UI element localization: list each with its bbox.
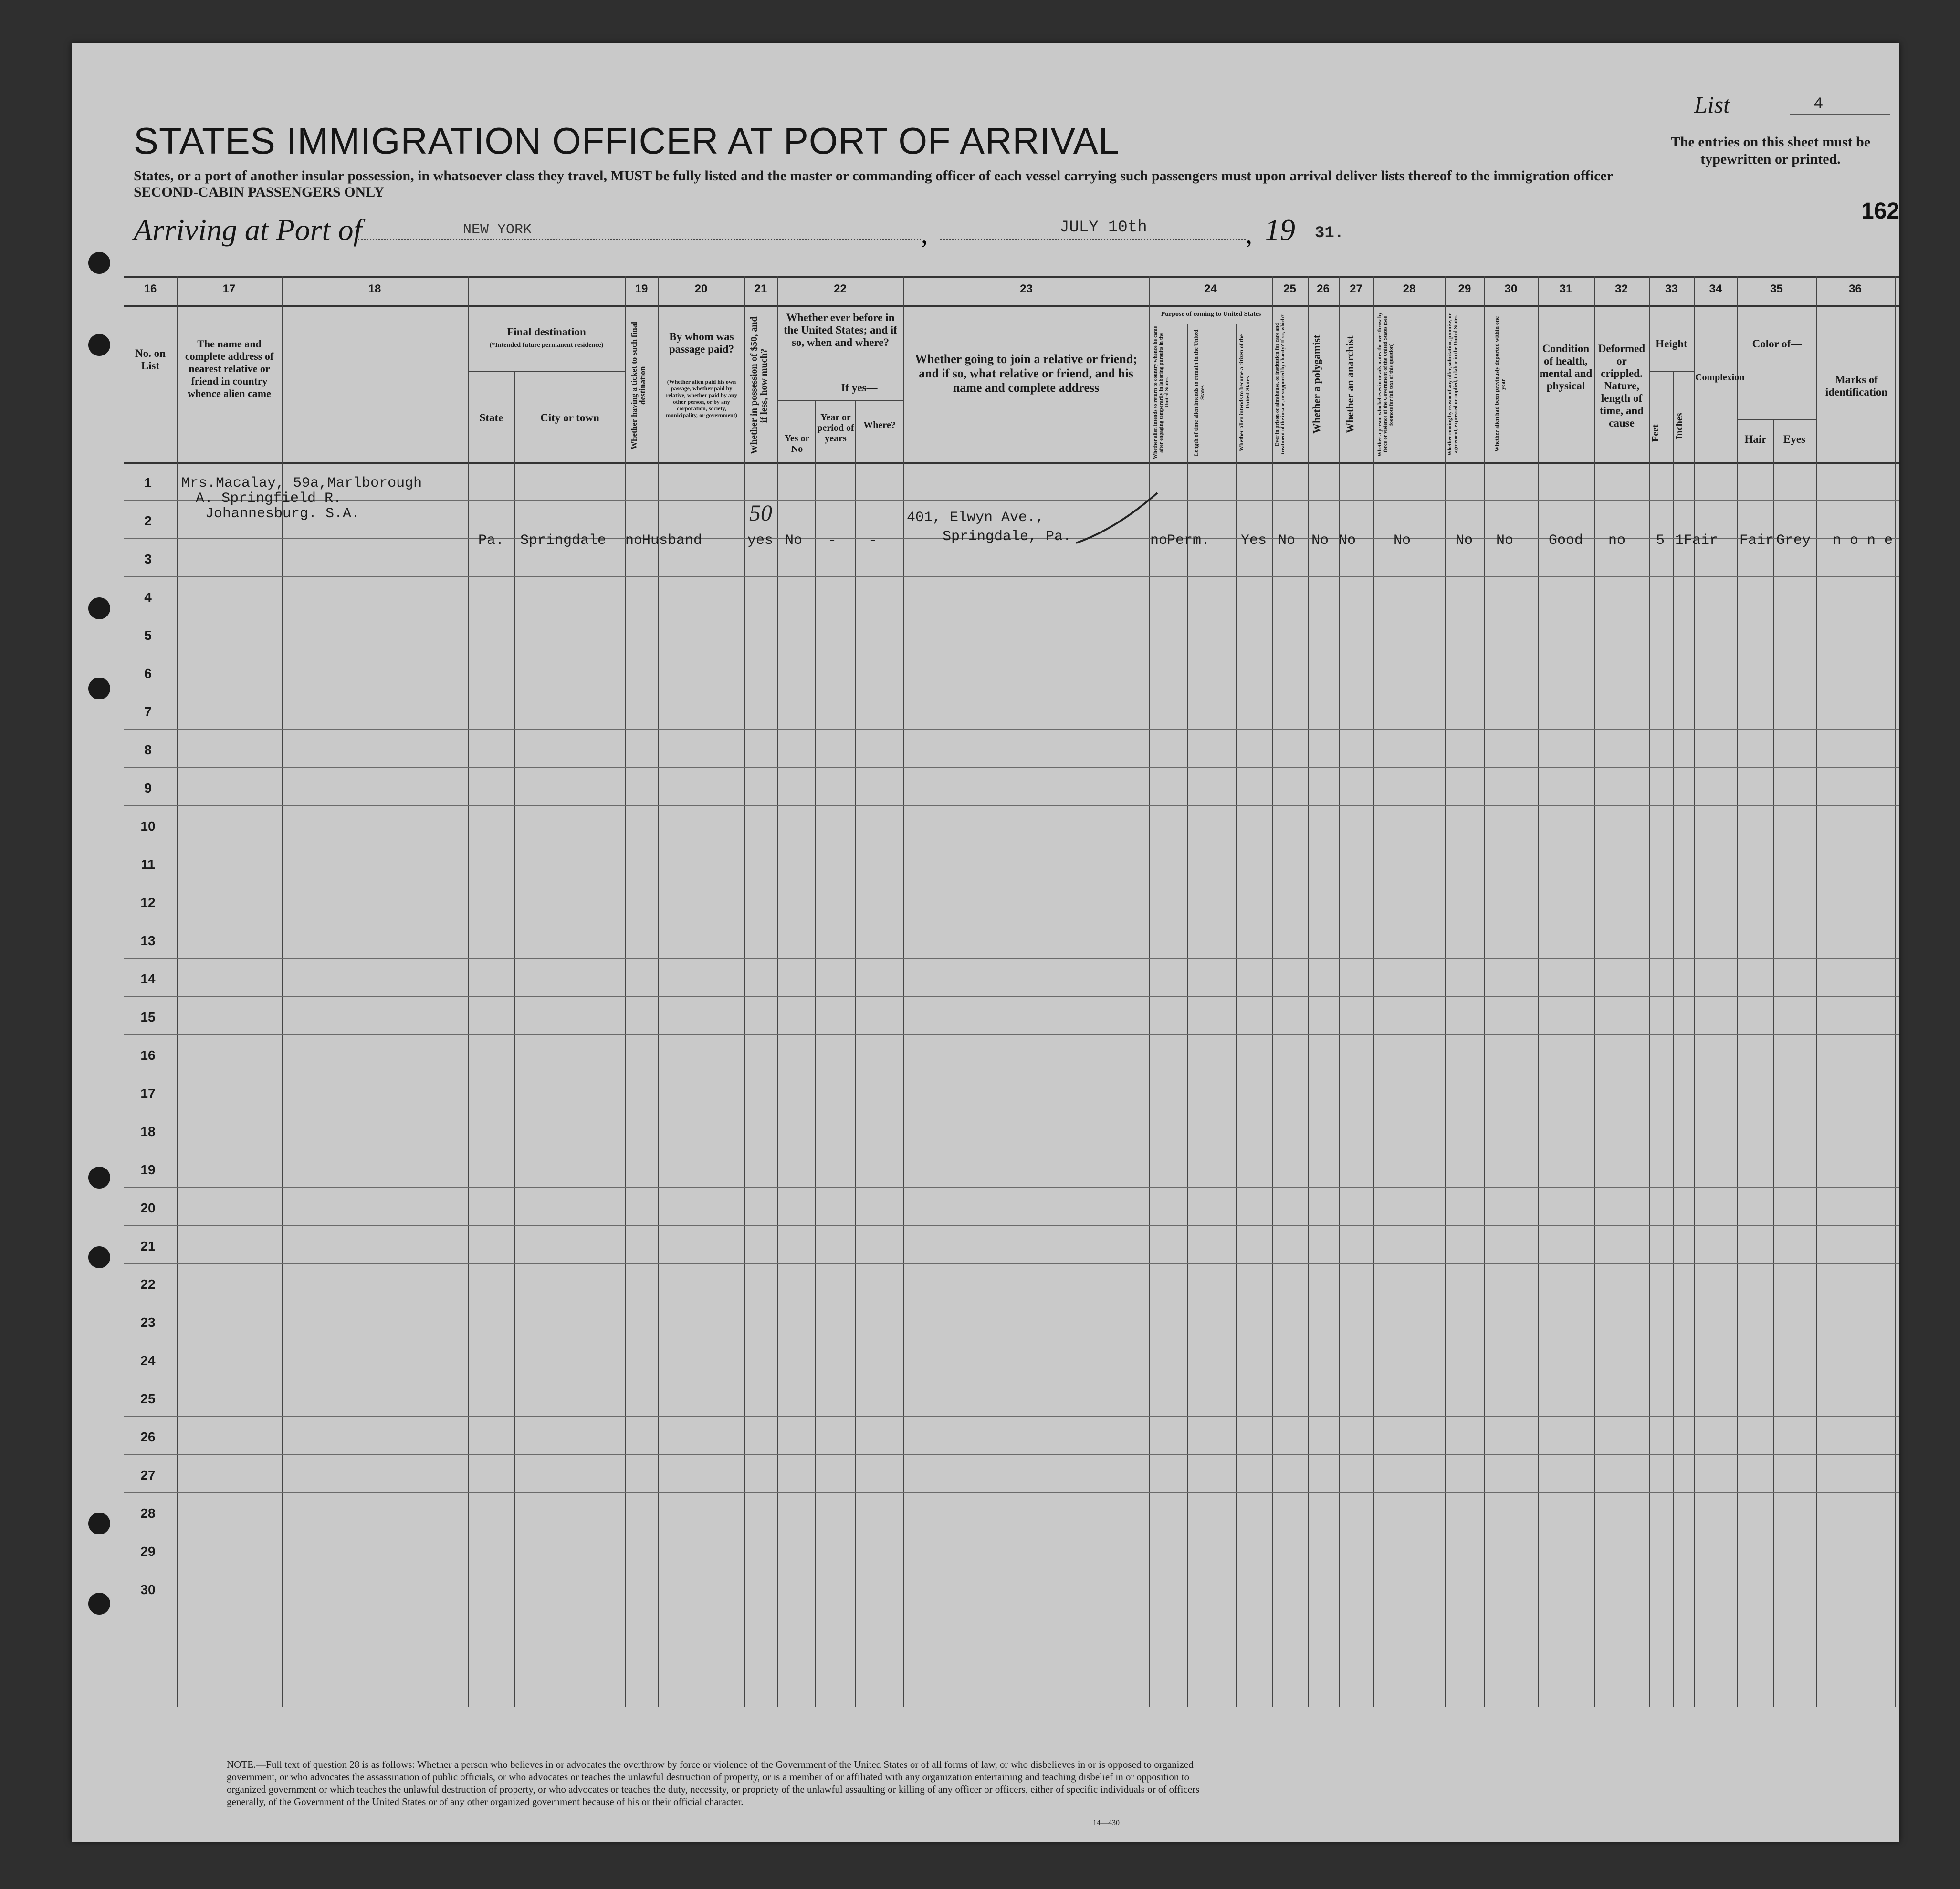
row-line [124, 1187, 1899, 1188]
binder-hole [88, 334, 110, 356]
row-number: 12 [140, 895, 156, 910]
entry-before-yesno: No [785, 532, 803, 549]
header-anarchist: Whether an anarchist [1344, 335, 1356, 433]
entry-length: Perm. [1167, 532, 1210, 549]
row-number: 4 [144, 590, 152, 605]
binder-hole [88, 1593, 110, 1615]
instructions-text [134, 168, 1661, 200]
col-line [1773, 419, 1774, 1707]
subheader-line [1737, 419, 1816, 420]
row-line [124, 500, 1899, 501]
header-city: City or town [540, 412, 599, 424]
header-offer: Whether coming by reason of any offer, solicitation, promise, or agreement, expressed or implied, to labor in the United States [1447, 313, 1458, 456]
col-number: 16 [144, 282, 157, 295]
row-line [124, 576, 1899, 577]
subheader-line [777, 400, 903, 401]
subheader-line [468, 371, 625, 372]
row-number: 3 [144, 552, 152, 566]
row-number: 21 [140, 1239, 156, 1253]
col-number: 26 [1317, 282, 1330, 295]
manifest-table [124, 276, 1899, 1707]
entry-money-handwritten: 50 [749, 501, 772, 526]
table-top-border [124, 276, 1899, 278]
list-number [1790, 95, 1890, 115]
row-line [124, 1454, 1899, 1455]
header-relative-address: The name and complete address of nearest relative or friend in country whence alien came [185, 338, 274, 399]
header-inches: Inches [1674, 413, 1685, 439]
row-line [124, 1492, 1899, 1493]
col-number: 21 [754, 282, 767, 295]
binder-hole [88, 597, 110, 619]
date-value: JULY 10th [1059, 219, 1147, 237]
row-number: 7 [144, 704, 152, 719]
entry-join-line-1: 401, Elwyn Ave., [907, 510, 1045, 526]
date-dotted-line [940, 239, 1246, 240]
entry-inches: 1 [1675, 532, 1684, 549]
header-purpose: Purpose of coming to United States [1161, 311, 1261, 318]
row-number: 27 [140, 1468, 156, 1482]
col-number: 31 [1559, 282, 1572, 295]
row-number: 28 [140, 1506, 156, 1521]
entry-join-line-2: Springdale, Pa. [943, 529, 1072, 545]
row-number: 22 [140, 1277, 156, 1292]
relative-address-line-1: Mrs.Macalay, 59a,Marlborough [181, 475, 422, 491]
col-number: 25 [1283, 282, 1296, 295]
row-number: 24 [140, 1353, 156, 1368]
col-number: 32 [1615, 282, 1628, 295]
col-line [1187, 324, 1188, 1707]
row-line [124, 1263, 1899, 1264]
header-purpose-length: Length of time alien intends to remain in the United States [1193, 329, 1205, 456]
row-line [124, 767, 1899, 768]
header-hair: Hair [1744, 433, 1767, 445]
row-number: 6 [144, 666, 152, 681]
header-health: Condition of health, mental and physical [1539, 343, 1593, 392]
row-line [124, 805, 1899, 806]
col-number: 36 [1849, 282, 1862, 295]
header-year: Year or period of years [817, 412, 854, 444]
row-number: 5 [144, 628, 152, 643]
header-bottom-border [124, 462, 1899, 464]
header-complexion: Complexion [1695, 372, 1745, 383]
entry-deformed: no [1608, 532, 1626, 549]
row-number: 19 [140, 1162, 156, 1177]
arriving-label: Arriving at Port of [134, 213, 362, 247]
entry-health: Good [1549, 532, 1583, 549]
entry-deported: No [1496, 532, 1514, 549]
entry-anarchist: No [1339, 532, 1356, 549]
row-number: 20 [140, 1200, 156, 1215]
row-line [124, 729, 1899, 730]
row-number: 30 [140, 1582, 156, 1597]
footnote-question-28: NOTE.—Full text of question 28 is as follows: Whether a person who believes in or advocates the overthrow by force or violence of the Government of the United States or of all forms of law, or who disbelieves in or is opposed to organized government, or who advocates the assassination of public officials, or who advocates or teaches the unlawful destruction of property, or is a member of or affiliated with any organization entertaining and teaching disbelief in or opposition to organized government or which teaches the unlawful destruction of property, or who advocates or teaches the duty, necessity, or propriety of the unlawful assaulting or killing of any officer or officers, either of specific individuals or of officers generally, of the Government of the United States or of any other organized government because of his or their official character. [227, 1759, 1200, 1807]
row-number: 26 [140, 1430, 156, 1444]
row-number: 18 [140, 1124, 156, 1139]
separator-comma: , [921, 220, 928, 250]
page-title: STATES IMMIGRATION OFFICER AT PORT OF ARRIVAL [134, 120, 1120, 162]
port-dotted-line [358, 239, 921, 240]
header-feet: Feet [1650, 424, 1661, 442]
header-final-destination-note: (*Intended future permanent residence) [489, 342, 604, 349]
entry-state: Pa. [478, 532, 504, 549]
header-where: Where? [863, 420, 896, 430]
entry-before-where: - [869, 532, 878, 549]
entry-offer: No [1456, 532, 1473, 549]
entry-overthrow: No [1394, 532, 1411, 549]
header-passage-paid-note: (Whether alien paid his own passage, whether paid by relative, whether paid by any other person, or by any corporation, society, municipality, or government) [666, 378, 737, 418]
row-number: 16 [140, 1048, 156, 1063]
entry-complexion: Fair [1684, 532, 1719, 549]
entry-money: yes [747, 532, 774, 549]
col-number: 34 [1709, 282, 1722, 295]
row-line [124, 1225, 1899, 1226]
header-marks: Marks of identification [1825, 374, 1888, 398]
row-number: 25 [140, 1391, 156, 1406]
header-deported: Whether alien had been previously deported within one year [1493, 316, 1506, 452]
entry-city: Springdale [520, 532, 607, 549]
col-number: 22 [834, 282, 847, 295]
checkmark-stroke [1074, 491, 1160, 548]
year-value: 31. [1315, 224, 1344, 242]
row-line [124, 1416, 1899, 1417]
header-prison: Ever in prison or almshouse, or institution for care and treatment of the insane, or supported by charity? If so, which? [1274, 314, 1286, 454]
row-number: 17 [140, 1086, 156, 1101]
entry-marks: n o n e [1833, 532, 1893, 549]
binder-hole [88, 678, 110, 699]
entry-before-year: - [828, 532, 837, 549]
entry-citizen: Yes [1241, 532, 1267, 549]
row-number: 13 [140, 933, 156, 948]
col-line [1673, 371, 1674, 1707]
entry-feet: 5 [1656, 532, 1665, 549]
col-number: 29 [1458, 282, 1471, 295]
column-number-border [124, 305, 1899, 307]
col-number: 23 [1020, 282, 1033, 295]
col-line [1236, 324, 1237, 1707]
relative-address-line-2: A. Springfield R. [196, 491, 342, 507]
header-money: Whether in possession of $50, and if less, how much? [749, 316, 769, 455]
form-number: 14—430 [1093, 1819, 1120, 1827]
relative-address-line-3: Johannesburg. S.A. [205, 506, 360, 522]
sheet-number: 162 [1861, 198, 1900, 224]
instructions-line-1: States, or a port of another insular possession, in whatsoever class they travel, MUST be fully listed and the master or commanding officer of each vessel carrying such passengers must upon arrival deliver lists thereof to the immigration officer [134, 168, 1614, 184]
year-prefix: 19 [1265, 213, 1295, 247]
col-number: 18 [368, 282, 381, 295]
header-if-yes: If yes— [841, 382, 878, 394]
row-line [124, 996, 1899, 997]
list-label: List [1694, 91, 1730, 118]
port-value: NEW YORK [463, 222, 532, 238]
entry-eyes: Grey [1776, 532, 1811, 549]
binder-hole [88, 1167, 110, 1189]
header-final-destination: Final destination [507, 326, 586, 338]
subheader-line [1649, 371, 1694, 372]
separator-comma: , [1246, 220, 1252, 250]
binder-hole [88, 252, 110, 274]
entry-polygamist: No [1311, 532, 1329, 549]
list-number-value: 4 [1813, 95, 1824, 114]
row-number: 8 [144, 742, 152, 757]
col-number: 33 [1665, 282, 1678, 295]
header-ever-before: Whether ever before in the United States; and if so, when and where? [784, 312, 897, 348]
col-number: 28 [1403, 282, 1416, 295]
row-number: 10 [140, 819, 156, 834]
binder-hole [88, 1513, 110, 1534]
entries-note: The entries on this sheet must be typewritten or printed. [1670, 134, 1871, 167]
header-purpose-citizen: Whether alien intends to become a citizen of the United States [1238, 334, 1251, 451]
header-ticket: Whether having a ticket to such final destination [629, 322, 647, 449]
header-no-on-list: No. on List [135, 347, 166, 372]
row-number: 15 [140, 1010, 156, 1024]
binder-hole [88, 1246, 110, 1268]
header-yes-or-no: Yes or No [784, 433, 810, 454]
entry-hair: Fair [1740, 532, 1774, 549]
instructions-line-2: SECOND-CABIN PASSENGERS ONLY [134, 184, 385, 200]
row-line [124, 958, 1899, 959]
col-line [855, 400, 856, 1707]
row-line [124, 1034, 1899, 1035]
entry-prison: No [1278, 532, 1296, 549]
row-number: 29 [140, 1544, 156, 1559]
col-number: 19 [635, 282, 648, 295]
col-line [815, 400, 816, 1707]
col-line [514, 371, 515, 1707]
col-number: 20 [694, 282, 708, 295]
header-color-of: Color of— [1752, 338, 1802, 350]
row-number: 23 [140, 1315, 156, 1330]
row-number: 9 [144, 781, 152, 795]
row-number: 1 [144, 475, 152, 490]
entry-return: no [1150, 532, 1168, 549]
entry-ticket: no [625, 532, 643, 549]
manifest-sheet [72, 43, 1899, 1842]
header-state: State [479, 412, 503, 424]
col-number: 17 [222, 282, 236, 295]
entry-paid-by: Husband [642, 532, 702, 549]
header-polygamist: Whether a polygamist [1310, 334, 1322, 434]
col-number: 35 [1770, 282, 1783, 295]
row-number: 11 [141, 857, 155, 872]
row-number: 2 [144, 513, 152, 528]
header-passage-paid: By whom was passage paid? [669, 331, 734, 355]
header-overthrow: Whether a person who believes in or advocates the overthrow by force or violence of the Government of the United States (See footnote for full text of this question) [1377, 312, 1394, 457]
col-number: 27 [1350, 282, 1363, 295]
row-number: 14 [140, 971, 156, 986]
header-eyes: Eyes [1783, 433, 1805, 445]
col-number: 24 [1204, 282, 1217, 295]
header-join-relative: Whether going to join a relative or friend; and if so, what relative or friend, and his name and complete address [915, 352, 1137, 395]
col-number: 30 [1504, 282, 1518, 295]
header-deformed: Deformed or crippled. Nature, length of time, and cause [1598, 343, 1646, 429]
header-height: Height [1656, 338, 1687, 350]
header-purpose-return: Whether alien intends to return to country whence he came after engaging temporarily in laboring pursuits in the United States [1153, 326, 1170, 459]
